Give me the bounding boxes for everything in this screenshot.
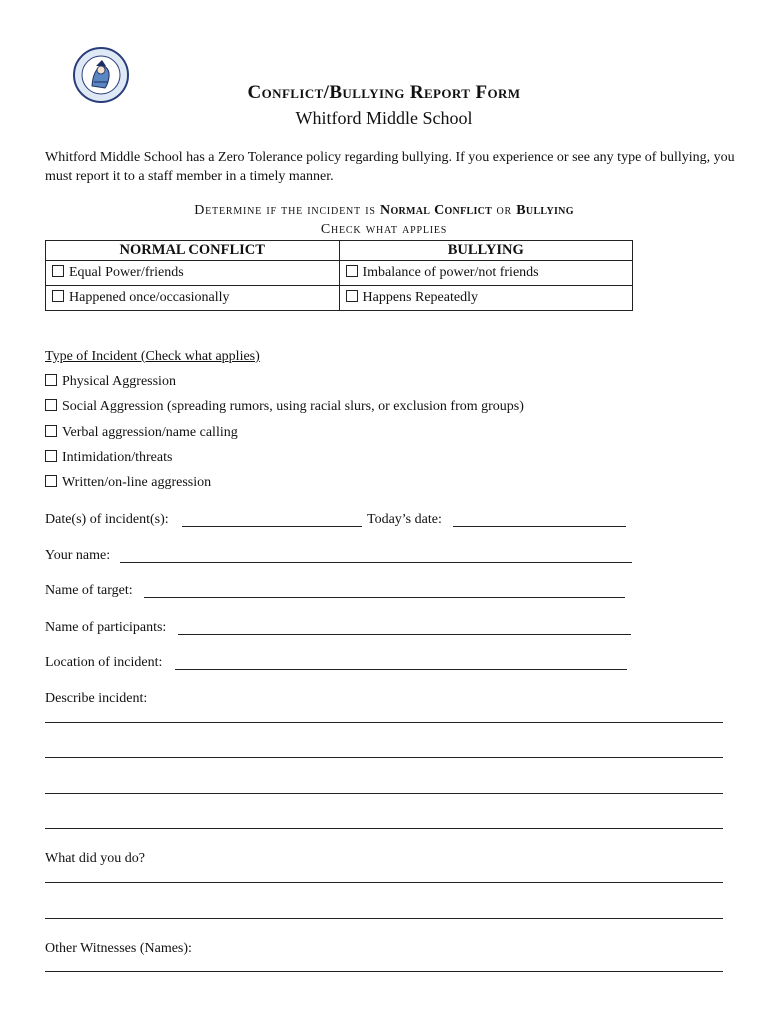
option-verbal[interactable] — [45, 425, 238, 441]
cell-label: Happens Repeatedly — [362, 290, 478, 305]
checkbox[interactable] — [52, 265, 64, 277]
describe-line[interactable] — [45, 828, 723, 829]
your-name-label: Your name: — [45, 548, 111, 563]
option-label: Verbal aggression/name calling — [62, 425, 238, 440]
describe-line[interactable] — [45, 793, 723, 794]
table-row — [46, 261, 633, 286]
dates-input[interactable] — [182, 526, 362, 527]
cell-label: Happened once/occasionally — [69, 290, 230, 305]
table-cell[interactable] — [46, 286, 340, 311]
checkbox[interactable] — [346, 290, 358, 302]
witnesses-line[interactable] — [45, 971, 723, 972]
form-title: Conflict/Bullying Report Form — [247, 82, 521, 103]
witnesses-label: Other Witnesses (Names): — [45, 941, 192, 956]
header-normal-conflict: NORMAL CONFLICT — [46, 241, 340, 261]
checkbox[interactable] — [45, 425, 57, 437]
target-input[interactable] — [144, 597, 625, 598]
describe-line[interactable] — [45, 757, 723, 758]
today-input[interactable] — [453, 526, 626, 527]
option-label: Intimidation/threats — [62, 450, 173, 465]
dates-label: Date(s) of incident(s): — [45, 512, 169, 527]
option-physical[interactable] — [45, 374, 176, 390]
determine-prefix: Determine if the incident is — [194, 203, 376, 218]
your-name-input[interactable] — [120, 562, 632, 563]
incident-type-header: Type of Incident (Check what applies) — [45, 349, 260, 364]
checkbox[interactable] — [52, 290, 64, 302]
table-cell[interactable] — [46, 261, 340, 286]
option-label: Social Aggression (spreading rumors, using racial slurs, or exclusion from groups) — [62, 399, 524, 414]
checkbox[interactable] — [45, 475, 57, 487]
participants-label: Name of participants: — [45, 620, 167, 635]
cell-label: Imbalance of power/not friends — [362, 265, 539, 280]
table-cell[interactable] — [339, 261, 633, 286]
what-did-label: What did you do? — [45, 851, 145, 866]
today-label: Today’s date: — [367, 512, 442, 527]
determine-normal: Normal Conflict — [380, 203, 493, 218]
describe-label: Describe incident: — [45, 691, 148, 706]
what-did-line[interactable] — [45, 882, 723, 883]
determine-subline: Check what applies — [320, 222, 448, 237]
school-name: Whitford Middle School — [295, 108, 473, 128]
checkbox[interactable] — [346, 265, 358, 277]
header-bullying: BULLYING — [339, 241, 633, 261]
conflict-table — [45, 240, 633, 311]
determine-bullying: Bullying — [516, 203, 574, 218]
checkbox[interactable] — [45, 399, 57, 411]
option-written[interactable] — [45, 475, 211, 491]
table-row — [46, 286, 633, 311]
option-social[interactable] — [45, 399, 524, 415]
intro-paragraph: Whitford Middle School has a Zero Tolerance policy regarding bullying. If you experience or see any type of bullying, you must report it to a staff member in a timely manner. — [45, 150, 735, 184]
determine-or: or — [496, 203, 512, 218]
cell-label: Equal Power/friends — [69, 265, 184, 280]
participants-input[interactable] — [178, 634, 631, 635]
option-intimidation[interactable] — [45, 450, 172, 466]
target-label: Name of target: — [45, 583, 133, 598]
location-input[interactable] — [175, 669, 627, 670]
determine-heading — [0, 203, 768, 219]
table-cell[interactable] — [339, 286, 633, 311]
option-label: Written/on-line aggression — [62, 475, 212, 490]
what-did-line[interactable] — [45, 918, 723, 919]
option-label: Physical Aggression — [62, 374, 176, 389]
checkbox[interactable] — [45, 374, 57, 386]
location-label: Location of incident: — [45, 655, 163, 670]
checkbox[interactable] — [45, 450, 57, 462]
describe-line[interactable] — [45, 722, 723, 723]
